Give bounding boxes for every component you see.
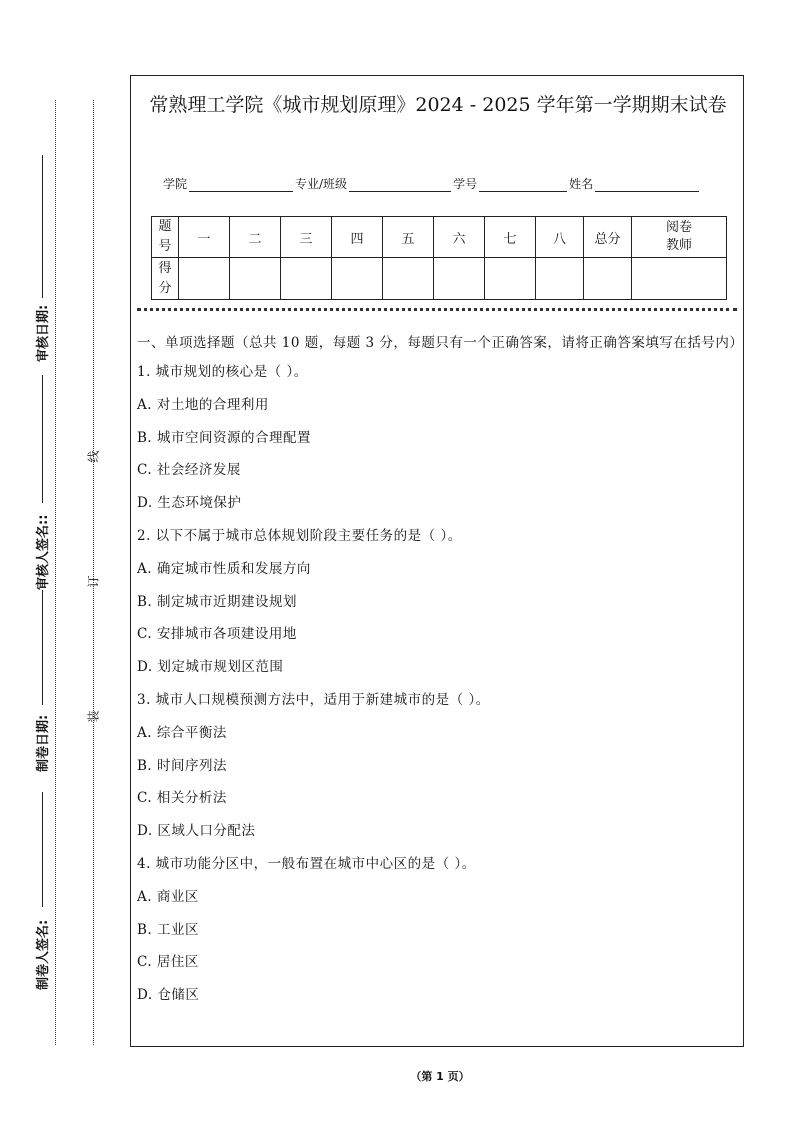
score-table [151, 216, 727, 300]
reviewer-date-label: 审核日期: [36, 304, 51, 362]
option-2b: B. 制定城市近期建设规划 [137, 593, 298, 610]
col-header: 七 [485, 217, 536, 258]
option-1d: D. 生态环境保护 [137, 495, 242, 512]
score-cell[interactable] [434, 258, 485, 300]
question-4: 4. 城市功能分区中，一般布置在城市中心区的是（ ）。 [137, 855, 476, 872]
question-area [137, 332, 744, 1018]
option-1c: C. 社会经济发展 [137, 462, 241, 479]
option-2d: D. 划定城市规划区范围 [137, 659, 284, 676]
dotted-separator [137, 308, 737, 311]
col-header: 五 [383, 217, 434, 258]
student-info-row [163, 175, 701, 192]
option-3d: D. 区域人口分配法 [137, 823, 256, 840]
col-header-total: 总分 [584, 217, 632, 258]
option-4a: A. 商业区 [137, 888, 199, 905]
maker-sign-rule [42, 792, 43, 907]
binding-mark-xian: 线 [86, 450, 101, 463]
maker-date-rule [42, 590, 43, 705]
binding-mark-zhuang: 装 [86, 710, 101, 723]
option-4b: B. 工业区 [137, 921, 200, 938]
col-header: 三 [281, 217, 332, 258]
col-header: 一 [179, 217, 230, 258]
major-class-field[interactable] [349, 179, 451, 192]
col-header: 六 [434, 217, 485, 258]
option-3c: C. 相关分析法 [137, 790, 227, 807]
outer-dotted-line [55, 100, 56, 1045]
option-4c: C. 居住区 [137, 954, 199, 971]
row-label-defen-text: 得分 [158, 260, 172, 296]
row-label-defen [152, 258, 179, 300]
inner-dotted-line [93, 100, 94, 1045]
score-cell[interactable] [383, 258, 434, 300]
col-header: 二 [230, 217, 281, 258]
option-2c: C. 安排城市各项建设用地 [137, 626, 297, 643]
exam-frame [130, 75, 744, 1047]
question-2: 2. 以下不属于城市总体规划阶段主要任务的是（ ）。 [137, 527, 462, 544]
question-3: 3. 城市人口规模预测方法中，适用于新建城市的是（ ）。 [137, 691, 490, 708]
student-id-label: 学号 [453, 177, 478, 191]
name-label: 姓名 [569, 177, 594, 191]
major-class-label: 专业/班级 [295, 177, 348, 191]
maker-sign-label: 制卷人签名: [36, 919, 51, 990]
col-header-grader [632, 217, 727, 258]
exam-title: 常熟理工学院《城市规划原理》2024 - 2025 学年第一学期期末试卷 [149, 94, 727, 116]
score-cell[interactable] [230, 258, 281, 300]
name-field[interactable] [595, 179, 699, 192]
score-cell[interactable] [179, 258, 230, 300]
student-id-field[interactable] [479, 179, 567, 192]
col-header: 四 [332, 217, 383, 258]
section-1-heading: 一、单项选择题（总共 10 题，每题 3 分，每题只有一个正确答案，请将正确答案填写在括号内） [137, 335, 744, 351]
row-label-tihao-text: 题号 [158, 219, 172, 254]
question-1: 1. 城市规划的核心是（ ）。 [137, 364, 308, 380]
score-cell-grader[interactable] [632, 258, 727, 300]
option-4d: D. 仓储区 [137, 987, 200, 1004]
score-cell[interactable] [485, 258, 536, 300]
grader-text: 阅卷教师 [665, 220, 692, 253]
score-cell[interactable] [536, 258, 584, 300]
option-2a: A. 确定城市性质和发展方向 [137, 560, 311, 577]
binding-mark-ding: 订 [86, 575, 101, 588]
maker-date-label: 制卷日期: [36, 714, 51, 772]
reviewer-sign-label: 审核人签名:: [36, 514, 51, 590]
score-cell-total[interactable] [584, 258, 632, 300]
option-1a: A. 对土地的合理利用 [137, 396, 269, 413]
col-header: 八 [536, 217, 584, 258]
college-field[interactable] [189, 179, 293, 192]
score-cell[interactable] [281, 258, 332, 300]
option-3a: A. 综合平衡法 [137, 724, 227, 741]
reviewer-sign-rule [42, 375, 43, 503]
page-number: （第 1 页） [410, 1070, 470, 1083]
option-3b: B. 时间序列法 [137, 757, 228, 774]
college-label: 学院 [163, 177, 188, 191]
score-table-header-row [152, 217, 727, 258]
score-cell[interactable] [332, 258, 383, 300]
option-1b: B. 城市空间资源的合理配置 [137, 429, 312, 446]
binding-sidebar [0, 0, 125, 1122]
row-label-tihao [152, 217, 179, 258]
reviewer-date-rule [42, 155, 43, 298]
score-table-score-row [152, 258, 727, 300]
